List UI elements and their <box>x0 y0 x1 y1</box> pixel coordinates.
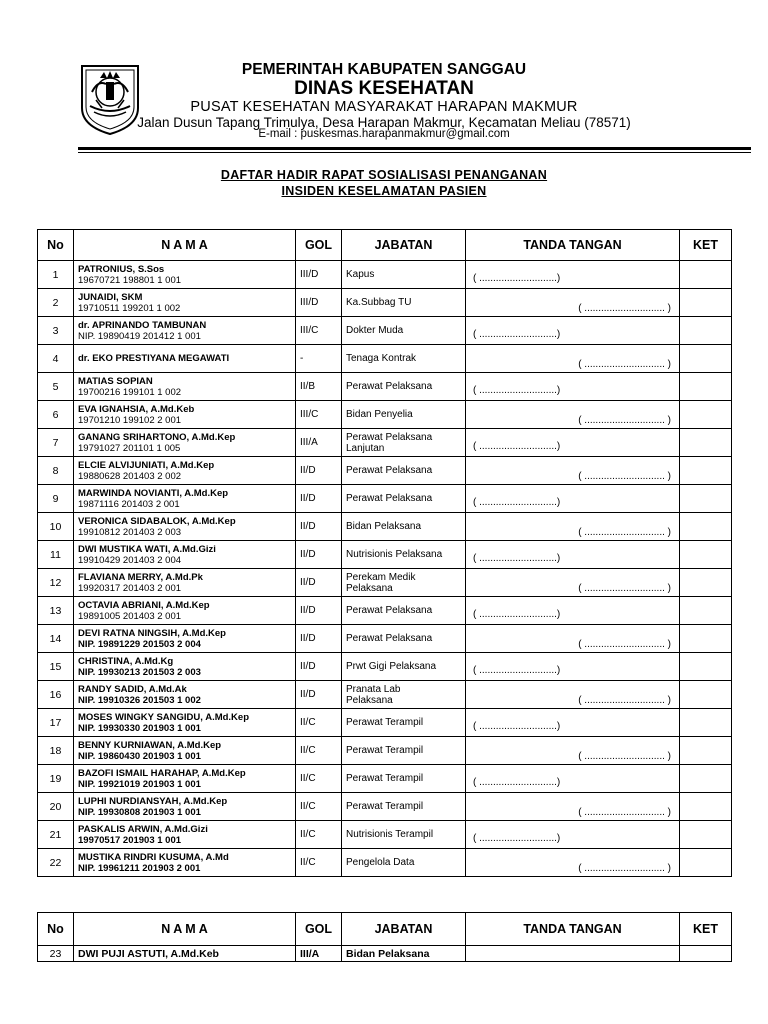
row-nip: NIP. 19961211 201903 2 001 <box>78 862 201 874</box>
table-row <box>38 457 732 485</box>
col-jabatan: JABATAN <box>342 230 466 261</box>
row-name-cell <box>74 317 296 345</box>
row-nip: 19791027 201101 1 005 <box>78 442 181 454</box>
document-title-line1: DAFTAR HADIR RAPAT SOSIALISASI PENANGANAN <box>220 168 548 182</box>
row-name-cell <box>74 541 296 569</box>
row-gol: II/C <box>296 793 342 821</box>
signature-line: ( ............................) <box>473 497 561 508</box>
signature-line: ( ............................) <box>473 665 561 676</box>
row-nip: NIP. 19921019 201903 1 001 <box>78 778 201 790</box>
row-number: 23 <box>38 946 74 962</box>
row-gol: II/D <box>296 485 342 513</box>
row-gol: II/C <box>296 737 342 765</box>
table-row <box>38 541 732 569</box>
header-government: PEMERINTAH KABUPATEN SANGGAU <box>241 61 527 78</box>
col-tanda-tangan: TANDA TANGAN <box>466 913 680 946</box>
row-jabatan-cell <box>342 569 466 597</box>
row-name: PATRONIUS, S.Sos <box>78 263 165 275</box>
row-name: dr. APRINANDO TAMBUNAN <box>78 319 207 331</box>
signature-cell <box>466 373 680 401</box>
table-row <box>38 849 732 877</box>
signature-line: ( ............................. ) <box>578 471 671 482</box>
row-name-cell <box>74 513 296 541</box>
signature-line: ( ............................. ) <box>578 695 671 706</box>
table-row <box>38 401 732 429</box>
row-number: 5 <box>38 373 74 401</box>
row-name-cell <box>74 765 296 793</box>
signature-cell <box>466 485 680 513</box>
row-number: 16 <box>38 681 74 709</box>
row-jabatan: Perawat Pelaksana <box>346 381 433 392</box>
row-gol: II/B <box>296 373 342 401</box>
row-nip: NIP. 19890419 201412 1 001 <box>78 330 201 342</box>
row-name: ELCIE ALVIJUNIATI, A.Md.Kep <box>78 459 215 471</box>
signature-cell <box>466 709 680 737</box>
row-name: CHRISTINA, A.Md.Kg <box>78 655 174 667</box>
signature-line: ( ............................. ) <box>578 527 671 538</box>
row-name-cell <box>74 849 296 877</box>
signature-line: ( ............................. ) <box>578 807 671 818</box>
row-gol: II/D <box>296 513 342 541</box>
row-number: 19 <box>38 765 74 793</box>
row-number: 10 <box>38 513 74 541</box>
row-jabatan: Dokter Muda <box>346 325 404 336</box>
row-number: 8 <box>38 457 74 485</box>
row-ket <box>680 345 732 373</box>
signature-cell <box>466 849 680 877</box>
row-jabatan-cell <box>342 793 466 821</box>
row-name: MARWINDA NOVIANTI, A.Md.Kep <box>78 487 229 499</box>
row-jabatan-cell <box>342 625 466 653</box>
col-ket: KET <box>680 913 732 946</box>
row-ket <box>680 765 732 793</box>
row-name-cell <box>74 681 296 709</box>
signature-cell <box>466 513 680 541</box>
signature-line: ( ............................) <box>473 441 561 452</box>
signature-line: ( ............................. ) <box>578 415 671 426</box>
row-gol: III/D <box>296 289 342 317</box>
table-row <box>38 793 732 821</box>
row-gol: - <box>296 345 342 373</box>
row-number: 20 <box>38 793 74 821</box>
table-row <box>38 485 732 513</box>
row-name: RANDY SADID, A.Md.Ak <box>78 683 187 695</box>
table-row <box>38 946 732 962</box>
signature-line: ( ............................. ) <box>578 751 671 762</box>
col-no: No <box>38 913 74 946</box>
row-number: 17 <box>38 709 74 737</box>
row-gol: II/D <box>296 625 342 653</box>
row-nip: 19970517 201903 1 001 <box>78 834 182 846</box>
row-jabatan: Perekam Medik <box>346 571 416 583</box>
row-number: 4 <box>38 345 74 373</box>
row-nip: NIP. 19930330 201903 1 001 <box>78 722 201 734</box>
row-ket <box>680 457 732 485</box>
row-name: MATIAS SOPIAN <box>78 375 153 387</box>
row-nip: 19920317 201403 2 001 <box>78 582 182 594</box>
col-gol: GOL <box>296 913 342 946</box>
row-jabatan: Nutrisionis Pelaksana <box>346 549 443 560</box>
row-nip: NIP. 19930213 201503 2 003 <box>78 666 201 678</box>
row-name-cell <box>74 429 296 457</box>
col-nama: N A M A <box>74 230 296 261</box>
row-nip: 19880628 201403 2 002 <box>78 470 182 482</box>
row-jabatan: Perawat Pelaksana <box>346 493 433 504</box>
row-jabatan: Perawat Terampil <box>346 801 424 812</box>
table-row <box>38 373 732 401</box>
row-name: OCTAVIA ABRIANI, A.Md.Kep <box>78 599 210 611</box>
row-name-cell <box>74 737 296 765</box>
row-jabatan-cell <box>342 541 466 569</box>
attendance-table-continued <box>37 912 732 962</box>
signature-cell <box>466 821 680 849</box>
row-name: GANANG SRIHARTONO, A.Md.Kep <box>78 431 236 443</box>
signature-cell <box>466 401 680 429</box>
row-ket <box>680 653 732 681</box>
row-number: 22 <box>38 849 74 877</box>
row-nip: NIP. 19891229 201503 2 004 <box>78 638 201 650</box>
signature-line: ( ............................) <box>473 721 561 732</box>
row-gol: II/D <box>296 681 342 709</box>
row-name: LUPHI NURDIANSYAH, A.Md.Kep <box>78 795 228 807</box>
row-jabatan: Perawat Terampil <box>346 773 424 784</box>
row-jabatan: Lanjutan <box>346 442 385 454</box>
row-name-cell <box>74 793 296 821</box>
row-nip: 19871116 201403 2 001 <box>78 498 180 510</box>
row-name-cell <box>74 485 296 513</box>
signature-line: ( ............................) <box>473 777 561 788</box>
row-name: FLAVIANA MERRY, A.Md.Pk <box>78 571 203 583</box>
signature-cell <box>466 737 680 765</box>
col-ket: KET <box>680 230 732 261</box>
row-jabatan-cell <box>342 849 466 877</box>
signature-cell <box>466 681 680 709</box>
row-name-cell <box>74 653 296 681</box>
signature-cell <box>466 793 680 821</box>
header-address: Jalan Dusun Tapang Trimulya, Desa Harapan Makmur, Kecamatan Meliau (78571) <box>137 115 631 130</box>
header-rule-thin <box>78 152 751 153</box>
row-jabatan-cell <box>342 345 466 373</box>
row-number: 21 <box>38 821 74 849</box>
row-jabatan-cell <box>342 821 466 849</box>
row-name-cell <box>74 289 296 317</box>
row-gol: II/C <box>296 821 342 849</box>
row-number: 15 <box>38 653 74 681</box>
row-ket <box>680 401 732 429</box>
col-gol: GOL <box>296 230 342 261</box>
row-jabatan: Prwt Gigi Pelaksana <box>346 661 437 672</box>
row-jabatan: Pranata Lab <box>346 683 401 695</box>
table-row <box>38 597 732 625</box>
table-row <box>38 653 732 681</box>
signature-cell <box>466 261 680 289</box>
row-jabatan-cell <box>342 709 466 737</box>
table-row <box>38 681 732 709</box>
signature-line: ( ............................) <box>473 553 561 564</box>
row-jabatan-cell <box>342 429 466 457</box>
signature-line: ( ............................) <box>473 609 561 620</box>
row-jabatan: Bidan Penyelia <box>346 409 413 420</box>
signature-cell <box>466 946 680 962</box>
row-number: 1 <box>38 261 74 289</box>
table-row <box>38 821 732 849</box>
col-nama: N A M A <box>74 913 296 946</box>
row-number: 6 <box>38 401 74 429</box>
row-gol: II/D <box>296 597 342 625</box>
row-name: BENNY KURNIAWAN, A.Md.Kep <box>78 739 222 751</box>
row-name: DWI PUJI ASTUTI, A.Md.Keb <box>74 946 296 962</box>
row-ket <box>680 541 732 569</box>
row-number: 3 <box>38 317 74 345</box>
row-name: MOSES WINGKY SANGIDU, A.Md.Kep <box>78 711 250 723</box>
row-gol: III/A <box>296 946 342 962</box>
row-jabatan: Perawat Pelaksana <box>346 431 433 443</box>
col-tanda-tangan: TANDA TANGAN <box>466 230 680 261</box>
row-name: EVA IGNAHSIA, A.Md.Keb <box>78 403 195 415</box>
row-nip: 19710511 199201 1 002 <box>78 302 181 314</box>
signature-cell <box>466 429 680 457</box>
row-jabatan: Pelaksana <box>346 582 393 594</box>
row-jabatan-cell <box>342 373 466 401</box>
row-ket <box>680 737 732 765</box>
row-name-cell <box>74 709 296 737</box>
row-ket <box>680 709 732 737</box>
row-jabatan: Perawat Pelaksana <box>346 633 433 644</box>
table-header-row <box>38 230 732 261</box>
row-jabatan: Nutrisionis Terampil <box>346 829 434 840</box>
row-name-cell <box>74 373 296 401</box>
table-row <box>38 625 732 653</box>
row-name: VERONICA SIDABALOK, A.Md.Kep <box>78 515 236 527</box>
document-title-line2: INSIDEN KESELAMATAN PASIEN <box>281 184 487 198</box>
row-ket <box>680 261 732 289</box>
row-name-cell <box>74 625 296 653</box>
row-ket <box>680 597 732 625</box>
row-nip: 19700216 199101 1 002 <box>78 386 182 398</box>
row-jabatan: Kapus <box>346 269 375 280</box>
row-gol: II/C <box>296 765 342 793</box>
row-gol: II/D <box>296 457 342 485</box>
col-jabatan: JABATAN <box>342 913 466 946</box>
row-name: BAZOFI ISMAIL HARAHAP, A.Md.Kep <box>78 767 246 779</box>
signature-cell <box>466 289 680 317</box>
signature-cell <box>466 765 680 793</box>
table-row <box>38 317 732 345</box>
signature-line: ( ............................) <box>473 385 561 396</box>
table-row <box>38 261 732 289</box>
row-jabatan-cell <box>342 317 466 345</box>
row-name-cell <box>74 569 296 597</box>
table-row <box>38 737 732 765</box>
signature-line: ( ............................) <box>473 329 561 340</box>
header-puskesmas: PUSAT KESEHATAN MASYARAKAT HARAPAN MAKMUR <box>190 99 578 115</box>
row-nip: 19670721 198801 1 001 <box>78 274 182 286</box>
row-ket <box>680 429 732 457</box>
header-email: E-mail : puskesmas.harapanmakmur@gmail.com <box>258 128 510 140</box>
table-header-row <box>38 913 732 946</box>
row-gol: III/D <box>296 261 342 289</box>
row-jabatan: Perawat Pelaksana <box>346 465 433 476</box>
row-nip: 19701210 199102 2 001 <box>78 414 182 426</box>
signature-line: ( ............................) <box>473 273 561 284</box>
signature-line: ( ............................) <box>473 833 561 844</box>
table-row <box>38 569 732 597</box>
row-name-cell <box>74 345 296 373</box>
row-ket <box>680 317 732 345</box>
row-ket <box>680 625 732 653</box>
signature-line: ( ............................. ) <box>578 863 671 874</box>
row-jabatan-cell <box>342 513 466 541</box>
row-name: DWI MUSTIKA WATI, A.Md.Gizi <box>78 543 216 555</box>
row-number: 14 <box>38 625 74 653</box>
signature-cell <box>466 457 680 485</box>
signature-cell <box>466 541 680 569</box>
row-name: dr. EKO PRESTIYANA MEGAWATI <box>78 353 230 364</box>
row-gol: III/C <box>296 401 342 429</box>
row-number: 7 <box>38 429 74 457</box>
row-jabatan: Bidan Pelaksana <box>346 521 422 532</box>
signature-cell <box>466 625 680 653</box>
row-number: 11 <box>38 541 74 569</box>
row-ket <box>680 373 732 401</box>
row-jabatan: Bidan Pelaksana <box>342 946 466 962</box>
row-jabatan-cell <box>342 597 466 625</box>
row-number: 2 <box>38 289 74 317</box>
row-ket <box>680 681 732 709</box>
row-nip: NIP. 19910326 201503 1 002 <box>78 694 201 706</box>
signature-cell <box>466 569 680 597</box>
row-nip: 19910429 201403 2 004 <box>78 554 182 566</box>
signature-line: ( ............................. ) <box>578 583 671 594</box>
table-row <box>38 289 732 317</box>
row-jabatan: Perawat Terampil <box>346 745 424 756</box>
row-ket <box>680 513 732 541</box>
row-name: JUNAIDI, SKM <box>78 291 143 303</box>
row-jabatan-cell <box>342 261 466 289</box>
row-ket <box>680 793 732 821</box>
row-jabatan: Tenaga Kontrak <box>346 353 417 364</box>
table-row <box>38 513 732 541</box>
row-jabatan-cell <box>342 765 466 793</box>
row-number: 12 <box>38 569 74 597</box>
row-nip: NIP. 19930808 201903 1 001 <box>78 806 201 818</box>
row-name-cell <box>74 821 296 849</box>
row-jabatan: Perawat Pelaksana <box>346 605 433 616</box>
table-row <box>38 345 732 373</box>
row-gol: II/D <box>296 569 342 597</box>
row-ket <box>680 569 732 597</box>
row-jabatan-cell <box>342 289 466 317</box>
row-name-cell <box>74 457 296 485</box>
row-jabatan-cell <box>342 681 466 709</box>
row-ket <box>680 485 732 513</box>
row-number: 18 <box>38 737 74 765</box>
row-jabatan-cell <box>342 401 466 429</box>
signature-cell <box>466 653 680 681</box>
row-gol: II/C <box>296 849 342 877</box>
signature-line: ( ............................. ) <box>578 303 671 314</box>
row-nip: NIP. 19860430 201903 1 001 <box>78 750 201 762</box>
row-jabatan-cell <box>342 737 466 765</box>
row-jabatan-cell <box>342 653 466 681</box>
col-no: No <box>38 230 74 261</box>
row-ket <box>680 946 732 962</box>
row-jabatan: Pengelola Data <box>346 857 415 868</box>
signature-line: ( ............................. ) <box>578 359 671 370</box>
row-name: DEVI RATNA NINGSIH, A.Md.Kep <box>78 627 226 639</box>
row-gol: II/D <box>296 653 342 681</box>
row-gol: III/C <box>296 317 342 345</box>
row-name: MUSTIKA RINDRI KUSUMA, A.Md <box>78 851 229 863</box>
row-number: 9 <box>38 485 74 513</box>
row-name: PASKALIS ARWIN, A.Md.Gizi <box>78 823 208 835</box>
row-jabatan-cell <box>342 485 466 513</box>
row-gol: II/D <box>296 541 342 569</box>
signature-cell <box>466 345 680 373</box>
row-jabatan: Perawat Terampil <box>346 717 424 728</box>
row-ket <box>680 849 732 877</box>
row-name-cell <box>74 261 296 289</box>
row-nip: 19891005 201403 2 001 <box>78 610 182 622</box>
row-jabatan-cell <box>342 457 466 485</box>
row-jabatan: Pelaksana <box>346 694 393 706</box>
signature-cell <box>466 317 680 345</box>
row-number: 13 <box>38 597 74 625</box>
signature-line: ( ............................. ) <box>578 639 671 650</box>
row-gol: II/C <box>296 709 342 737</box>
header-rule-thick <box>78 147 751 150</box>
row-name-cell <box>74 597 296 625</box>
row-jabatan: Ka.Subbag TU <box>346 297 412 308</box>
row-name-cell <box>74 401 296 429</box>
row-ket <box>680 289 732 317</box>
signature-cell <box>466 597 680 625</box>
table-row <box>38 429 732 457</box>
row-gol: III/A <box>296 429 342 457</box>
attendance-table <box>37 229 732 877</box>
table-row <box>38 709 732 737</box>
row-ket <box>680 821 732 849</box>
row-nip: 19910812 201403 2 003 <box>78 526 182 538</box>
header-department: DINAS KESEHATAN <box>294 78 474 99</box>
table-row <box>38 765 732 793</box>
